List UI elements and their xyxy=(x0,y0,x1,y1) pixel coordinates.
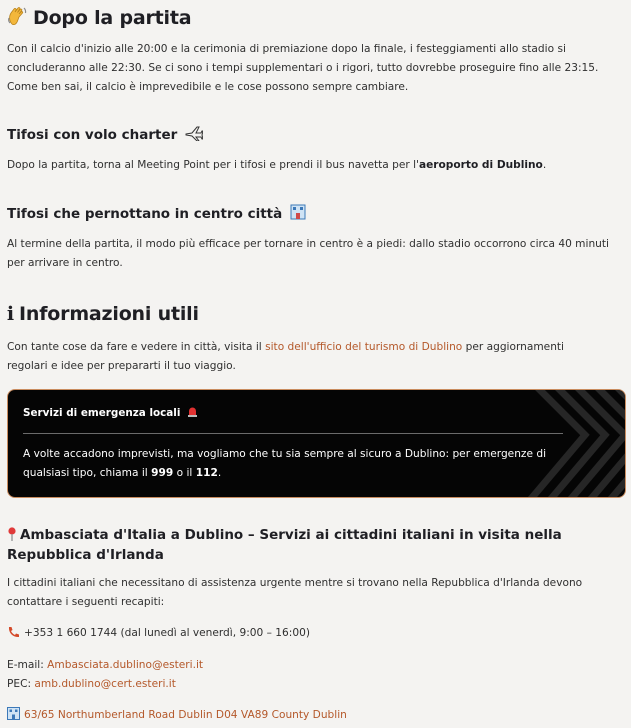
embassy-phone-line xyxy=(7,624,622,645)
emergency-text-start: A volte accadono imprevisti, ma vogliamo che tu sia sempre al sicuro a Dublino: per emergenze di qualsiasi tipo, chiama il xyxy=(23,448,547,479)
emergency-text-middle: o il xyxy=(173,467,196,479)
embassy-address-line xyxy=(7,706,622,727)
emergency-number-999: 999 xyxy=(151,467,174,479)
after-match-title: Dopo la partita xyxy=(33,7,192,29)
useful-info-title: Informazioni utili xyxy=(19,303,199,325)
embassy-phone: +353 1 660 1744 (dal lunedì al venerdì, 9:00 – 16:00) xyxy=(24,627,310,639)
embassy-title: Ambasciata d'Italia a Dublino – Servizi ai cittadini italiani in visita nella Repubblica d'Irlanda xyxy=(7,527,562,563)
phone-icon xyxy=(7,626,20,645)
embassy-address-link[interactable]: 63/65 Northumberland Road Dublin D04 VA89 County Dublin xyxy=(24,709,347,721)
emergency-text xyxy=(23,445,578,483)
charter-fans-title: Tifosi con volo charter xyxy=(7,127,178,143)
emergency-card xyxy=(7,389,626,498)
after-match-text: Con il calcio d'inizio alle 20:00 e la cerimonia di premiazione dopo la finale, i festeggiamenti allo stadio si concluderanno alle 22:30. Se ci sono i tempi supplementari o i rigori, tutto dovrebbe proseguire fino alle 23:15. Come ben sai, il calcio è imprevedibile e le cose possono sempre cambiare. xyxy=(7,43,599,93)
pec-label: PEC: xyxy=(7,678,35,690)
charter-fans-text xyxy=(7,156,622,175)
emergency-number-112: 112 xyxy=(195,467,218,479)
embassy-pec-link[interactable]: amb.dublino@cert.esteri.it xyxy=(34,678,176,690)
emergency-title-text: Servizi di emergenza locali xyxy=(23,407,181,419)
emergency-title xyxy=(23,406,198,420)
city-fans-text: Al termine della partita, il modo più efficace per tornare in centro è a piedi: dallo stadio occorrono circa 40 minuti per arrivare in centro. xyxy=(7,238,609,269)
city-fans-title: Tifosi che pernottano in centro città xyxy=(7,206,283,222)
waving-hand-icon xyxy=(7,6,29,31)
useful-info-text-start: Con tante cose da fare e vedere in città, visita il xyxy=(7,341,266,353)
charter-fans-text-start: Dopo la partita, torna al Meeting Point per i tifosi e prendi il bus navetta per l' xyxy=(7,159,419,171)
dublin-tourism-link[interactable]: sito dell'ufficio del turismo di Dublino xyxy=(265,341,463,353)
charter-fans-text-end: . xyxy=(542,159,547,171)
embassy-email-line xyxy=(7,656,622,675)
email-label: E-mail: xyxy=(7,659,48,671)
pin-icon xyxy=(7,527,17,546)
city-fans-heading xyxy=(7,204,310,224)
useful-info-text xyxy=(7,338,607,376)
embassy-text: I cittadini italiani che necessitano di assistenza urgente mentre si trovano nella Repubblica d'Irlanda devono contattare i seguenti recapiti: xyxy=(7,577,583,608)
after-match-heading xyxy=(7,6,191,31)
emergency-text-end: . xyxy=(217,467,222,479)
siren-icon xyxy=(187,406,198,420)
info-icon: ℹ xyxy=(7,303,15,325)
emergency-divider xyxy=(23,433,563,434)
airplane-icon xyxy=(185,125,203,145)
embassy-heading xyxy=(7,526,617,564)
charter-fans-heading xyxy=(7,125,207,145)
embassy-email-link[interactable]: Ambasciata.dublino@esteri.it xyxy=(47,659,204,671)
useful-info-heading xyxy=(7,303,199,325)
hotel-icon xyxy=(290,204,306,224)
useful-info-text-end: per aggiornamenti regolari e idee per prepararti il tuo viaggio. xyxy=(7,341,565,372)
dublin-airport-text: aeroporto di Dublino xyxy=(418,159,543,171)
embassy-pec-line xyxy=(7,675,622,694)
building-icon xyxy=(7,707,20,727)
